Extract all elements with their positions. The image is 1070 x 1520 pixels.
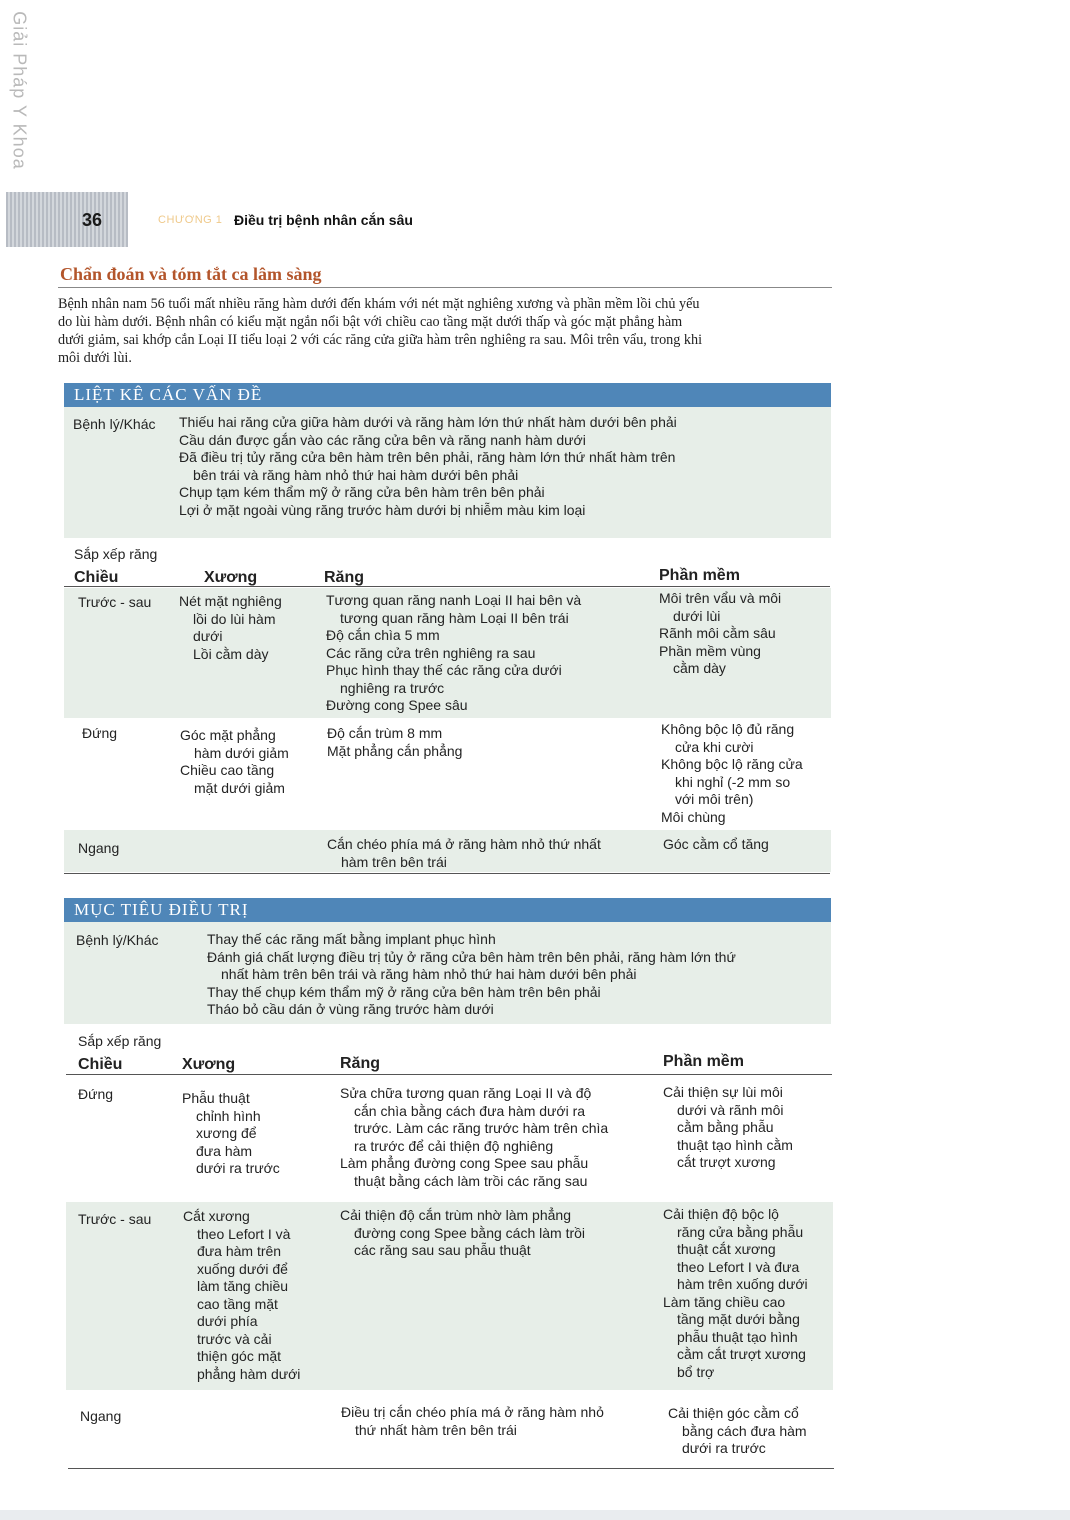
cell-line: Cải thiện góc cằm cổ bbox=[668, 1405, 799, 1421]
problem-medical-list bbox=[179, 414, 677, 519]
intro-line: môi dưới lùi. bbox=[58, 350, 132, 366]
table-bottom-rule bbox=[68, 1468, 834, 1469]
col-soft-tissue: Phần mềm bbox=[659, 567, 740, 584]
problem-medical-label: Bệnh lý/Khác bbox=[73, 416, 156, 432]
cell-line: hàm trên bên trái bbox=[341, 853, 447, 870]
page-number: 36 bbox=[82, 210, 103, 230]
list-item: Cầu dán được gắn vào các răng cửa bên và răng nanh hàm dưới bbox=[179, 431, 586, 448]
row-dental bbox=[326, 592, 581, 715]
row-soft bbox=[663, 836, 769, 854]
row-soft bbox=[668, 1405, 807, 1458]
cell-line: cắt trượt xương bbox=[677, 1154, 776, 1170]
col-skeletal: Xương bbox=[182, 1056, 236, 1073]
list-item: Thiếu hai răng cửa giữa hàm dưới và răng hàm lớn thứ nhất hàm dưới bên phải bbox=[179, 414, 677, 430]
goals-panel bbox=[64, 898, 831, 922]
cell-line: Cải thiện độ cắn trùm nhờ làm phẳng bbox=[340, 1207, 571, 1223]
cell-line: mặt dưới giảm bbox=[194, 779, 285, 796]
cell-line: Đường cong Spee sâu bbox=[326, 697, 468, 713]
intro-paragraph bbox=[58, 295, 834, 367]
cell-line: Môi trên vẩu và môi bbox=[659, 590, 782, 606]
list-item: Chụp tạm kém thẩm mỹ ở răng cửa bên hàm trên bên phải bbox=[179, 484, 545, 500]
cell-line: Phục hình thay thế các răng cửa dưới bbox=[326, 662, 562, 678]
list-item: nhất hàm trên bên trái và răng hàm nhỏ thứ hai hàm dưới bên phải bbox=[221, 966, 637, 982]
cell-line: Làm tăng chiều cao bbox=[663, 1293, 786, 1310]
row-dimension: Đứng bbox=[78, 1086, 114, 1102]
row-soft bbox=[661, 721, 803, 826]
cell-line: Môi chùng bbox=[661, 808, 726, 825]
cell-line: Chiều cao tầng bbox=[180, 762, 275, 778]
cell-line: Rãnh môi cằm sâu bbox=[659, 625, 776, 641]
cell-line: Mặt phẳng cắn phẳng bbox=[327, 742, 463, 759]
row-dental bbox=[327, 836, 601, 871]
row-dimension: Trước - sau bbox=[78, 594, 152, 610]
cell-line: hàm trên xuống dưới bbox=[677, 1276, 808, 1292]
cell-line: với môi trên) bbox=[675, 791, 754, 807]
cell-line: Cắn chéo phía má ở răng hàm nhỏ thứ nhất bbox=[327, 836, 601, 852]
cell-line: hàm dưới giảm bbox=[194, 744, 289, 761]
cell-line: đưa hàm trên bbox=[197, 1243, 282, 1259]
row-skeletal bbox=[179, 593, 282, 663]
problem-list-panel bbox=[64, 383, 831, 407]
row-soft bbox=[663, 1206, 808, 1381]
cell-line: cằm cắt trượt xương bbox=[677, 1346, 806, 1362]
row-dental bbox=[340, 1207, 585, 1260]
cell-line: trước và cải bbox=[197, 1330, 272, 1347]
cell-line: cắn chìa bằng cách đưa hàm dưới ra bbox=[354, 1102, 586, 1119]
list-item: Tháo bỏ cầu dán ở vùng răng trước hàm dưới bbox=[207, 1001, 494, 1017]
cell-line: cao tầng mặt bbox=[197, 1295, 278, 1312]
cell-line: thuật bằng cách làm trồi các răng sau bbox=[354, 1172, 588, 1189]
cell-line: Nét mặt nghiêng bbox=[179, 593, 282, 609]
cell-line: dưới phía bbox=[197, 1313, 258, 1329]
cell-line: dưới bbox=[193, 628, 223, 644]
row-skeletal bbox=[182, 1090, 280, 1178]
table-header-rule bbox=[64, 586, 830, 587]
cell-line: Lồi cằm dày bbox=[193, 645, 269, 662]
cell-line: Độ cắn chìa 5 mm bbox=[326, 627, 440, 643]
cell-line: dưới và rãnh môi bbox=[677, 1101, 784, 1118]
section-rule bbox=[58, 287, 832, 288]
watermark: Giải Pháp Y Khoa bbox=[9, 11, 30, 170]
cell-line: cằm bằng phẫu bbox=[677, 1119, 774, 1135]
intro-line: dưới giảm, sai khớp cắn Loại II tiểu loại 2 với các răng cửa giữa hàm trên nghiêng ra sau. Môi trên vẩu, trong khi bbox=[58, 332, 703, 348]
cell-line: Không bộc lộ đủ răng bbox=[661, 721, 795, 737]
cell-line: Phần mềm vùng bbox=[659, 642, 761, 659]
cell-line: tầng mặt dưới bằng bbox=[677, 1311, 800, 1327]
cell-line: Phẫu thuật bbox=[182, 1090, 250, 1106]
cell-line: làm tăng chiều bbox=[197, 1278, 289, 1294]
cell-line: Tương quan răng nanh Loại II hai bên và bbox=[326, 592, 582, 608]
cell-line: bằng cách đưa hàm bbox=[682, 1422, 807, 1439]
goals-title: MỤC TIÊU ĐIỀU TRỊ bbox=[64, 898, 831, 922]
section-heading: Chẩn đoán và tóm tắt ca lâm sàng bbox=[60, 264, 322, 284]
cell-line: tương quan răng hàm Loại II bên trái bbox=[340, 609, 569, 626]
cell-line: Cắt xương bbox=[183, 1208, 250, 1224]
cell-line: thiện góc mặt bbox=[197, 1348, 282, 1364]
cell-line: ra trước để cải thiện độ nghiêng bbox=[354, 1137, 554, 1154]
cell-line: thuật tạo hình cằm bbox=[677, 1136, 793, 1153]
cell-line: nghiêng ra trước bbox=[340, 679, 445, 696]
list-item: Thay thế các răng mất bằng implant phục hình bbox=[207, 931, 496, 947]
cell-line: Góc mặt phẳng bbox=[180, 727, 276, 743]
row-dimension: Đứng bbox=[82, 725, 118, 741]
cell-line: Sửa chữa tương quan răng Loại II và độ bbox=[340, 1085, 592, 1101]
row-dental bbox=[340, 1085, 608, 1190]
header-band bbox=[6, 192, 128, 247]
row-dimension: Ngang bbox=[80, 1408, 122, 1424]
cell-line: dưới ra trước bbox=[196, 1160, 280, 1176]
cell-line: Độ cắn trùm 8 mm bbox=[327, 725, 443, 741]
cell-line: xuống dưới để bbox=[197, 1260, 288, 1277]
list-item: Thay thế chụp kém thẩm mỹ ở răng cửa bên hàm trên bên phải bbox=[207, 983, 601, 1000]
list-item: Lợi ở mặt ngoài vùng răng trước hàm dưới bị nhiễm màu kim loại bbox=[179, 501, 586, 518]
row-soft bbox=[659, 590, 781, 678]
cell-line: Điều trị cắn chéo phía má ở răng hàm nhỏ bbox=[341, 1404, 604, 1420]
intro-line: do lùi hàm dưới. Bệnh nhân có kiểu mặt ngắn nổi bật với chiều cao tầng mặt dưới thấp và góc mặt phẳng hàm bbox=[58, 314, 683, 330]
row-dental bbox=[341, 1404, 604, 1439]
cell-line: răng cửa bằng phẫu bbox=[677, 1223, 804, 1240]
row-dimension: Trước - sau bbox=[78, 1211, 152, 1227]
list-item: bên trái và răng hàm nhỏ thứ hai hàm dưới bên phải bbox=[193, 466, 519, 483]
col-soft-tissue: Phần mềm bbox=[663, 1053, 744, 1070]
cell-line: theo Lefort I và đưa bbox=[677, 1258, 800, 1275]
cell-line: Cải thiện độ bộc lộ bbox=[663, 1206, 779, 1222]
row-dental bbox=[327, 725, 462, 760]
row-soft bbox=[663, 1084, 793, 1172]
cell-line: Các răng cửa trên nghiêng ra sau bbox=[326, 644, 536, 661]
cell-line: phẳng hàm dưới bbox=[197, 1365, 301, 1382]
cell-line: phẫu thuật tạo hình bbox=[677, 1328, 798, 1345]
cell-line: bổ trợ bbox=[677, 1363, 715, 1380]
cell-line: Không bộc lộ răng cửa bbox=[661, 756, 803, 772]
cell-line: dưới lùi bbox=[673, 607, 721, 624]
cell-line: đưa hàm bbox=[196, 1142, 253, 1159]
cell-line: trước. Làm các răng trước hàm trên chìa bbox=[354, 1120, 609, 1136]
goals-medical-label: Bệnh lý/Khác bbox=[76, 932, 159, 948]
row-dimension: Ngang bbox=[78, 840, 120, 856]
table-header-rule bbox=[66, 1074, 832, 1075]
cell-line: các răng sau sau phẫu thuật bbox=[354, 1242, 531, 1258]
cell-line: Làm phẳng đường cong Spee sau phẫu bbox=[340, 1155, 589, 1171]
cell-line: khi nghỉ (-2 mm so bbox=[675, 773, 791, 790]
col-skeletal: Xương bbox=[204, 569, 258, 586]
col-dimension: Chiều bbox=[74, 569, 119, 586]
list-item: Đã điều trị tủy răng cửa bên hàm trên bên phải, răng hàm lớn thứ nhất hàm trên bbox=[179, 449, 676, 465]
row-skeletal bbox=[183, 1208, 300, 1383]
cell-line: chỉnh hình bbox=[196, 1107, 261, 1124]
cell-line: cửa khi cười bbox=[675, 738, 754, 755]
col-dimension: Chiều bbox=[78, 1056, 123, 1073]
cell-line: cằm dày bbox=[673, 660, 726, 676]
cell-line: thứ nhất hàm trên bên trái bbox=[355, 1421, 517, 1438]
chapter-label: CHƯƠNG 1 bbox=[158, 214, 223, 226]
cell-line: Góc cằm cổ tăng bbox=[663, 836, 769, 852]
goals-medical-list bbox=[207, 931, 736, 1019]
row-skeletal bbox=[180, 727, 289, 797]
cell-line: thuật cắt xương bbox=[677, 1241, 776, 1257]
list-item: Đánh giá chất lượng điều trị tủy ở răng cửa bên hàm trên bên phải, răng hàm lớn thứ bbox=[207, 948, 736, 965]
chapter-title: Điều trị bệnh nhân cắn sâu bbox=[234, 212, 413, 228]
cell-line: theo Lefort I và bbox=[197, 1225, 291, 1242]
cell-line: lồi do lùi hàm bbox=[193, 610, 276, 627]
col-dental: Răng bbox=[324, 569, 364, 586]
col-dental: Răng bbox=[340, 1055, 380, 1072]
problem-alignment-label: Sắp xếp răng bbox=[74, 546, 158, 562]
page-bottom-band bbox=[0, 1510, 1070, 1520]
table-bottom-rule bbox=[64, 873, 830, 874]
cell-line: dưới ra trước bbox=[682, 1440, 766, 1456]
problem-list-title: LIỆT KÊ CÁC VẤN ĐỀ bbox=[64, 383, 831, 407]
cell-line: Cải thiện sự lùi môi bbox=[663, 1084, 783, 1100]
cell-line: đường cong Spee bằng cách làm trồi bbox=[354, 1224, 586, 1241]
goals-alignment-label: Sắp xếp răng bbox=[78, 1033, 162, 1049]
cell-line: xương để bbox=[196, 1125, 257, 1141]
intro-line: Bệnh nhân nam 56 tuổi mất nhiều răng hàm dưới đến khám với nét mặt nghiêng xương và phần mềm lồi chủ yếu bbox=[58, 296, 700, 312]
